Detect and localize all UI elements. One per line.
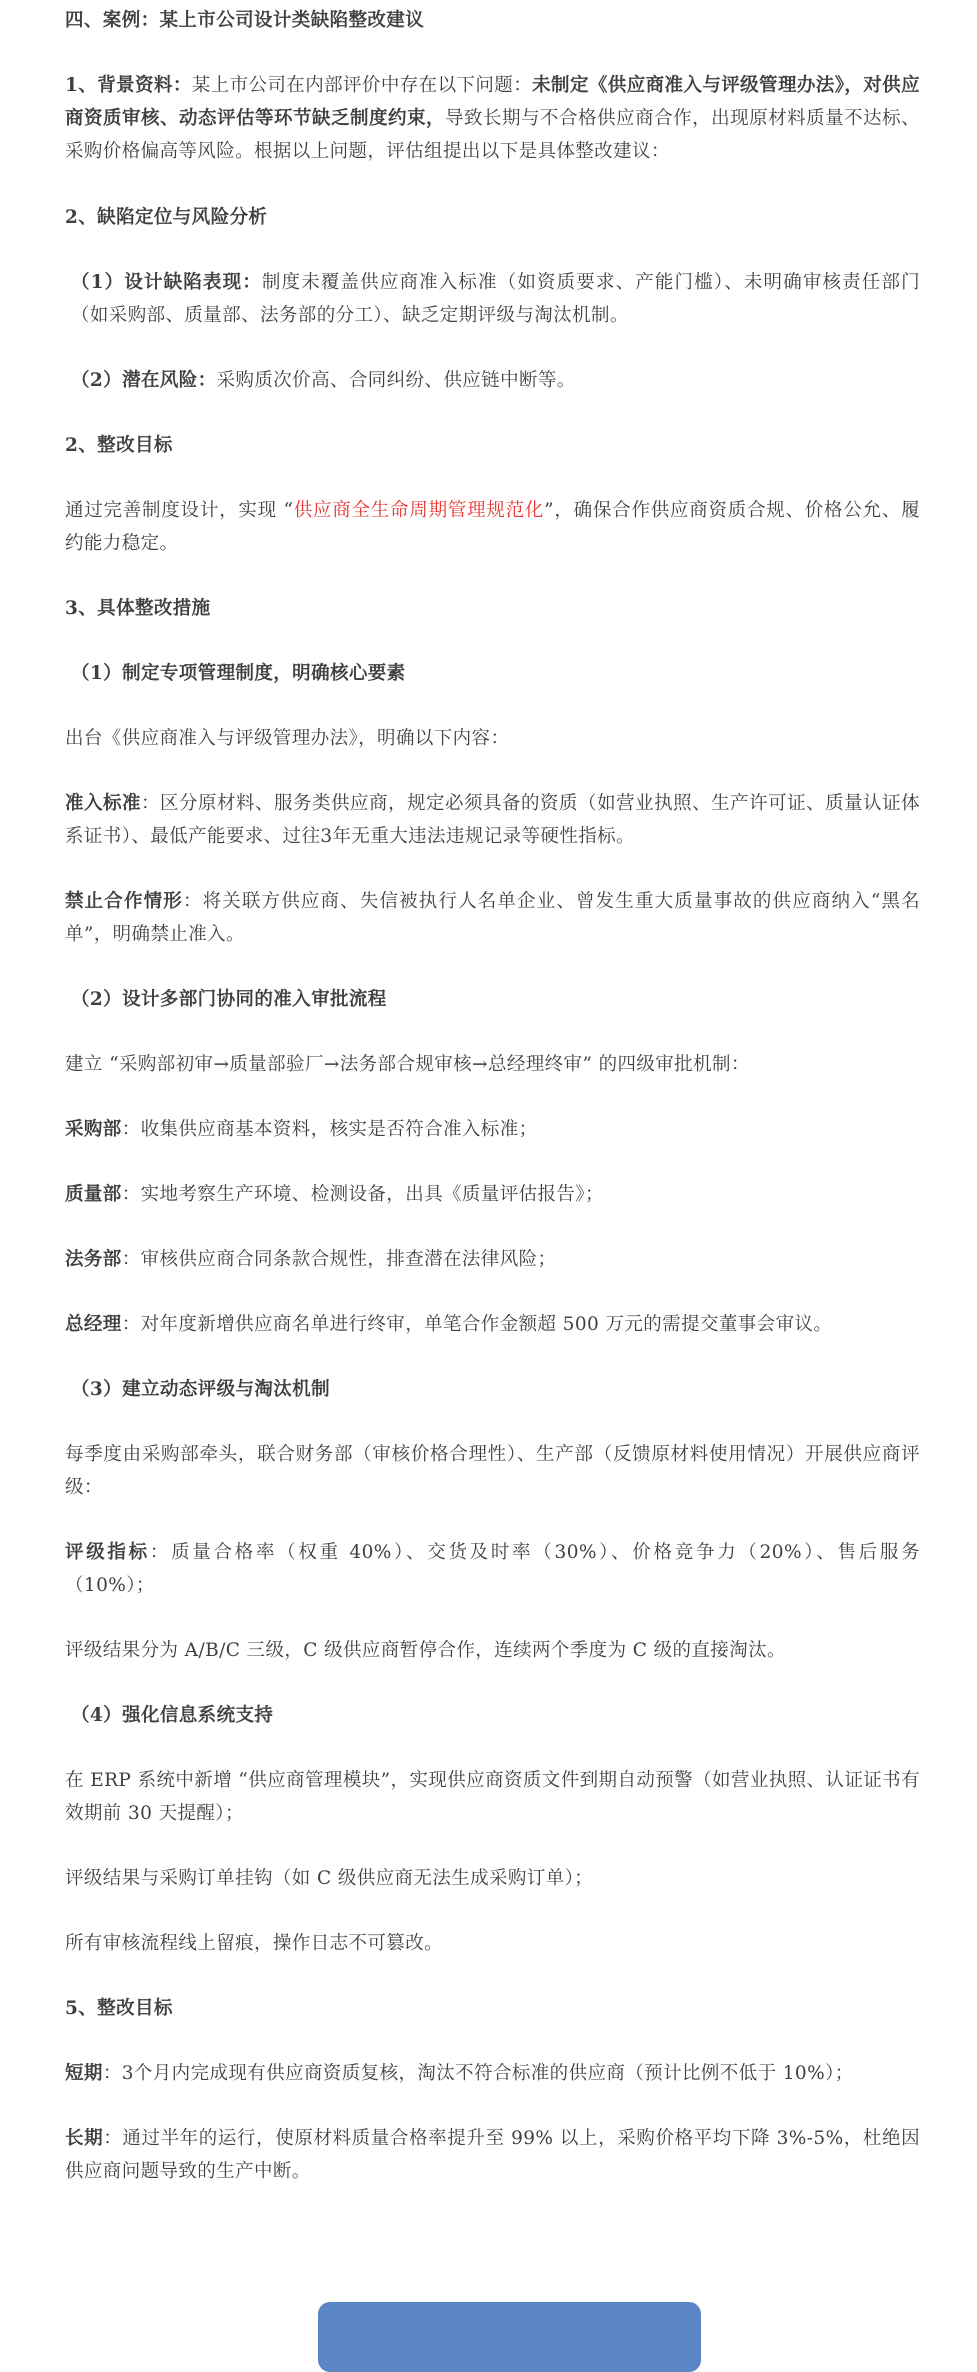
measure-3-intro: 每季度由采购部牵头，联合财务部（审核价格合理性）、生产部（反馈原材料使用情况）开展供应商评级：: [65, 1444, 920, 1498]
defect-design-text: 制度未覆盖供应商准入标准（如资质要求、产能门槛）、未明确审核责任部门（如采购部、质量部、法务部的分工）、缺乏定期评级与淘汰机制。: [71, 272, 921, 326]
goal-paragraph: [65, 494, 920, 560]
access-standard-paragraph: [65, 787, 920, 853]
ban-text: ：将关联方供应商、失信被执行人名单企业、曾发生重大质量事故的供应商纳入“黑名单”，明确禁止准入。: [65, 891, 920, 945]
purchase-dept-paragraph: [65, 1113, 920, 1146]
section-goal-heading: 2、整改目标: [65, 435, 173, 456]
background-bold-text: 未制定《供应商准入与评级管理办法》，对供应商资质审核、动态评估等环节缺乏制度约束，: [65, 75, 920, 129]
background-text-2: 导致长期与不合格供应商合作，出现原材料质量不达标、采购价格偏高等风险。根据以上问题，评估组提出以下是具体整改建议：: [65, 108, 920, 162]
short-term-label: 短期: [65, 2063, 103, 2084]
defect-design-paragraph: [65, 266, 920, 332]
erp-paragraph: 在 ERP 系统中新增 “供应商管理模块”，实现供应商资质文件到期自动预警（如营业执照、认证证书有效期前 30 天提醒）；: [65, 1770, 920, 1824]
order-link-paragraph: 评级结果与采购订单挂钩（如 C 级供应商无法生成采购订单）；: [65, 1868, 594, 1889]
measure-3-heading: （3）建立动态评级与淘汰机制: [71, 1379, 330, 1400]
trace-paragraph: 所有审核流程线上留痕，操作日志不可篡改。: [65, 1933, 444, 1954]
background-paragraph: [65, 69, 920, 168]
measure-1-intro: 出台《供应商准入与评级管理办法》，明确以下内容：: [65, 728, 510, 749]
long-term-paragraph: [65, 2122, 920, 2188]
goal-highlight: 供应商全生命周期管理规范化: [293, 500, 545, 521]
gm-text: ：对年度新增供应商名单进行终审，单笔合作金额超 500 万元的需提交董事会审议。: [121, 1314, 833, 1335]
background-heading: 1、背景资料：: [65, 75, 192, 96]
defect-risk-paragraph: [65, 364, 920, 397]
purchase-dept-text: ：收集供应商基本资料，核实是否符合准入标准；: [121, 1119, 538, 1140]
gm-label: 总经理: [65, 1314, 122, 1335]
defect-risk-heading: （2）潜在风险：: [71, 370, 217, 391]
quality-dept-label: 质量部: [65, 1184, 122, 1205]
rating-index-label: 评级指标: [65, 1542, 150, 1563]
article-body: [65, 4, 920, 2220]
gm-paragraph: [65, 1308, 920, 1341]
section-defect-heading: 2、缺陷定位与风险分析: [65, 207, 268, 228]
access-standard-text: ：区分原材料、服务类供应商，规定必须具备的资质（如营业执照、生产许可证、质量认证体系证书）、最低产能要求、过往3年无重大违法违规记录等硬性指标。: [65, 793, 920, 847]
measure-4-heading: （4）强化信息系统支持: [71, 1705, 274, 1726]
purchase-dept-label: 采购部: [65, 1119, 122, 1140]
legal-dept-label: 法务部: [65, 1249, 122, 1270]
legal-dept-text: ：审核供应商合同条款合规性，排查潜在法律风险；: [121, 1249, 557, 1270]
section-measures-heading: 3、具体整改措施: [65, 598, 211, 619]
measure-1-heading: （1）制定专项管理制度，明确核心要素: [71, 663, 406, 684]
goal-text-after: ”，确保合作供应商资质合规、价格公允、履约能力稳定。: [65, 500, 921, 554]
section-target-heading: 5、整改目标: [65, 1998, 173, 2019]
background-text-1: 某上市公司在内部评价中存在以下问题：: [191, 75, 533, 96]
legal-dept-paragraph: [65, 1243, 920, 1276]
bottom-action-button[interactable]: [318, 2302, 701, 2372]
rating-index-text: ：质量合格率（权重 40%）、交货及时率（30%）、价格竞争力（20%）、售后服务（10%）；: [65, 1542, 921, 1596]
defect-risk-text: 采购质次价高、合同纠纷、供应链中断等。: [216, 370, 576, 391]
article-title: 四、案例：某上市公司设计类缺陷整改建议: [65, 10, 425, 31]
short-term-text: ：3个月内完成现有供应商资质复核，淘汰不符合标准的供应商（预计比例不低于 10%）；: [102, 2063, 854, 2084]
long-term-text: ：通过半年的运行，使原材料质量合格率提升至 99% 以上，采购价格平均下降 3%-5%，杜绝因供应商问题导致的生产中断。: [65, 2128, 920, 2182]
defect-design-heading: （1）设计缺陷表现：: [71, 272, 262, 293]
short-term-paragraph: [65, 2057, 920, 2090]
ban-label: 禁止合作情形: [65, 891, 183, 912]
goal-text-before: 通过完善制度设计，实现 “: [65, 500, 294, 521]
quality-dept-paragraph: [65, 1178, 920, 1211]
long-term-label: 长期: [65, 2128, 104, 2149]
rating-index-paragraph: [65, 1536, 920, 1602]
rating-result-paragraph: 评级结果分为 A/B/C 三级，C 级供应商暂停合作，连续两个季度为 C 级的直接淘汰。: [65, 1640, 786, 1661]
measure-2-intro: 建立 “采购部初审→质量部验厂→法务部合规审核→总经理终审” 的四级审批机制：: [65, 1054, 750, 1075]
access-standard-label: 准入标准: [65, 793, 142, 814]
ban-paragraph: [65, 885, 920, 951]
measure-2-heading: （2）设计多部门协同的准入审批流程: [71, 989, 387, 1010]
quality-dept-text: ：实地考察生产环境、检测设备，出具《质量评估报告》；: [121, 1184, 604, 1205]
